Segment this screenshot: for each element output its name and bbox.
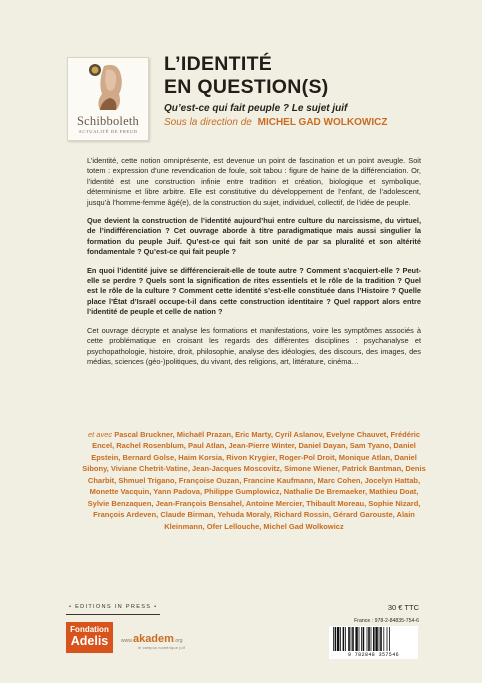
akadem-name: akadem [132,633,174,645]
contributors-names: Pascal Bruckner, Michaël Prazan, Eric Marty, Cyril Aslanov, Evelyne Chauvet, Frédéric Encel, Rachel Rosenblum, Paul Atlan, Jean-Pierre Winter, Daniel Dayan, Sam Tyano, Daniel Epstein, Bernard Golse, Haim Korsia, Rivon Krygier, Roger-Pol Droit, Monique Atlan, Daniel Sibony, Viviane Chetrit-Vatine, Jean-Jacques Moscovitz, Simone Wiener, Patrick Bantman, Denis Charbit, Shmuel Trigano, Françoise Ouzan, Francine Kaufmann, Marc Cohen, Jocelyn Hattab, Monette Vacquin, Yann Padova, Philippe Gumplowicz, Nathalie De Bremaeker, Mathieu Doat, Sylvie Benzaquen, Jean-François Bensahel, Antoine Mercier, Thibault Moreau, Sophie Nizard, François Ardeven, Claude Birman, Yehuda Moraly, Richard Rossin, Gérard Garouste, Alain Kleinmann, Ofer Lellouche, Michel Gad Wolkowicz [82,430,426,531]
logo-name: Schibboleth [77,114,139,128]
barcode-icon [329,626,418,652]
title-line-1: L’IDENTITÉ [164,53,273,75]
contributors-list [78,429,430,532]
logo-tagline: ACTUALITÉ DE FREUD [78,129,138,134]
barcode-digits: 9 782848 357546 [329,652,418,659]
portrait-logo-icon [86,62,130,112]
description-paragraph-1: L’identité, cette notion omniprésente, est devenue un point de fascination et un point aveugle. Soit totem : expression d’une revendication de foule, soit tabou : figure de haine de la différenciation. Or, l’identité est une construction infinie entre tradition et création, biologique et symbolique, déterminisme et libre arbitre. Elle est constitutive du développement de l’enfant, de l’adolescent, jusqu’à l’homme-femme âgé(e), de la construction du sujet, individuel, collectif, de l’idée de peuple. [87,156,421,207]
akadem-suffix: .org [173,638,183,644]
akadem-logo [121,633,183,645]
book-title [164,53,329,99]
akadem-prefix: www. [121,638,133,644]
publisher-divider [66,614,160,615]
fondation-line-1: Fondation [70,625,109,634]
book-subtitle: Qu’est-ce qui fait peuple ? Le sujet juif [164,103,348,114]
schibboleth-logo [67,57,149,141]
fondation-line-2: Adelis [70,634,109,648]
description-paragraph-4: Cet ouvrage décrypte et analyse les formations et manifestations, voire les symptômes associés à cette problématique en croisant les regards des différentes disciplines : psychanalyse et psychopathologie, histoire, droit, philosophie, analyse des idéologies, des discours, des images, des médias, sciences (géo-)politiques, du vivant, des religions, art, littérature, cinéma… [87,325,421,366]
book-description [87,156,421,375]
akadem-tagline: le campus numérique juif [138,646,186,650]
publisher-name: • EDITIONS IN PRESS • [69,604,158,610]
title-line-2: EN QUESTION(S) [164,76,329,98]
description-paragraph-3: En quoi l’identité juive se différencierait-elle de toute autre ? Comment s’acquiert-elle ? Peut-elle se perdre ? Quels sont la signification de rites essentiels et le rôle de la tradition ? Quel est le rôle de la culture ? Comment cette identité s’est-elle constituée dans l’Histoire ? Quelle place l’État d’Israël occupe-t-il dans cette construction identitaire ? Quel rapport alors entre l’identité de peuple et celle de nation ? [87,265,421,317]
fondation-adelis-logo [66,622,113,653]
contributors-intro: et avec [87,430,113,439]
editor-credit [164,117,387,128]
isbn: France : 978-2-84835-754-6 [354,618,419,624]
editor-name: MICHEL GAD WOLKOWICZ [257,117,388,128]
price: 30 € TTC [387,603,419,612]
description-paragraph-2: Que devient la construction de l’identité aujourd’hui entre culture du narcissisme, du virtuel, de l’indifférenciation ? Cet ouvrage aborde à titre paradigmatique mais aussi singulier la formation du peuple Juif. Qu’est-ce qui fait son unité de par sa pluralité et son altérité fondamentale ? Qu’est-ce qui fait peuple ? [87,216,421,257]
editor-label: Sous la direction de [164,117,252,128]
